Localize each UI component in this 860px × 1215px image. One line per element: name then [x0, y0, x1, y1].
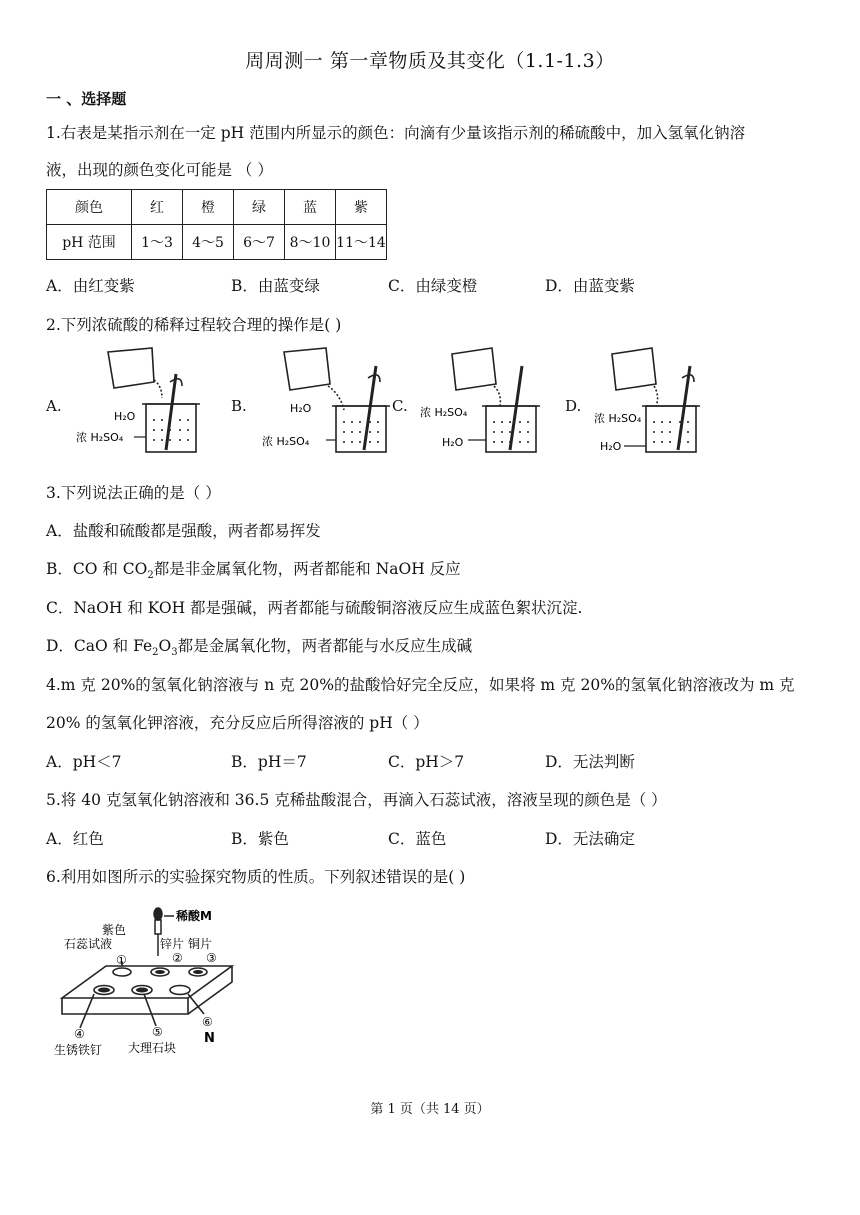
- q1-option-c: C．由绿变橙: [388, 277, 478, 295]
- q1-option-b: B．由蓝变绿: [231, 277, 320, 295]
- table-cell: 蓝: [285, 190, 336, 225]
- q5-stem: 5.将 40 克氢氧化钠溶液和 36.5 克稀盐酸混合，再滴入石蕊试液，溶液呈现的颜色是（ ）: [46, 791, 667, 809]
- q4-option-b: B．pH＝7: [231, 753, 307, 771]
- dilution-figure-b: [260, 346, 395, 458]
- well-number-6: ⑥: [202, 1015, 213, 1029]
- table-cell: 红: [132, 190, 183, 225]
- acid-label: 稀酸M: [176, 909, 212, 923]
- table-cell: 紫: [336, 190, 387, 225]
- q5-option-a: A．红色: [46, 830, 104, 848]
- q1-stem-line2: 液，出现的颜色变化可能是 （ ）: [46, 161, 273, 179]
- copper-label: 铜片: [188, 937, 213, 951]
- marble-label: 大理石块: [128, 1041, 177, 1055]
- litmus-label-2: 石蕊试液: [64, 937, 113, 951]
- q1-option-a: A．由红变紫: [46, 277, 135, 295]
- q4-option-d: D．无法判断: [545, 753, 635, 771]
- table-row: [47, 225, 387, 260]
- well-number-1: ①: [116, 953, 127, 967]
- dilution-figure-c: [418, 346, 548, 458]
- table-cell: 橙: [183, 190, 234, 225]
- table-cell: 11～14: [336, 225, 387, 260]
- q3-option-d-pre: D．CaO 和 Fe: [46, 637, 153, 655]
- page-footer: 第 1 页（共 14 页）: [370, 1102, 490, 1117]
- indicator-table: [46, 189, 387, 260]
- table-cell: 4～5: [183, 225, 234, 260]
- q3-option-b-pre: B．CO 和 CO: [46, 560, 148, 578]
- q3-option-a: A．盐酸和硫酸都是强酸，两者都易挥发: [46, 522, 321, 540]
- table-cell: 6～7: [234, 225, 285, 260]
- q3-option-d-sub2: 3: [171, 647, 178, 659]
- dilution-figure-d: [594, 346, 714, 458]
- q3-option-d-sub1: 2: [152, 647, 159, 659]
- fig-b-bottom-label: 浓 H₂SO₄: [262, 435, 310, 448]
- q4-stem-line2: 20% 的氢氧化钾溶液，充分反应后所得溶液的 pH（ ）: [46, 714, 429, 732]
- nail-label: 生锈铁钉: [54, 1043, 103, 1057]
- q2-label-b: B.: [231, 397, 247, 415]
- q5-option-d: D．无法确定: [545, 830, 635, 848]
- q4-stem-line1: 4.m 克 20%的氢氧化钠溶液与 n 克 20%的盐酸恰好完全反应，如果将 m 克 20%的氢氧化钠溶液改为 m 克: [46, 676, 795, 694]
- table-cell: 8～10: [285, 225, 336, 260]
- q6-stem: 6.利用如图所示的实验探究物质的性质。下列叙述错误的是( ): [46, 868, 466, 886]
- q3-stem: 3.下列说法正确的是（ ）: [46, 484, 221, 502]
- well-number-2: ②: [172, 951, 183, 965]
- fig-d-top-label: 浓 H₂SO₄: [594, 412, 642, 425]
- q1-stem-line1: 1.右表是某指示剂在一定 pH 范围内所显示的颜色：向滴有少量该指示剂的稀硫酸中，加入氢氧化钠溶: [46, 124, 746, 142]
- well-number-3: ③: [206, 951, 217, 965]
- well-number-4: ④: [74, 1027, 85, 1041]
- fig-d-bottom-label: H₂O: [600, 440, 622, 453]
- q2-label-c: C.: [392, 397, 408, 415]
- fig-a-top-label: H₂O: [114, 410, 136, 423]
- well-number-5: ⑤: [152, 1025, 163, 1039]
- q2-stem: 2.下列浓硫酸的稀释过程较合理的操作是( ): [46, 316, 342, 334]
- table-cell: 颜色: [47, 190, 132, 225]
- q4-option-a: A．pH＜7: [46, 753, 122, 771]
- table-cell: pH 范围: [47, 225, 132, 260]
- zinc-label: 锌片: [160, 937, 185, 951]
- q2-label-d: D.: [565, 397, 582, 415]
- table-row: [47, 190, 387, 225]
- fig-a-bottom-label: 浓 H₂SO₄: [76, 431, 124, 444]
- q3-option-d-post: 都是金属氧化物，两者都能与水反应生成碱: [177, 637, 473, 655]
- q3-option-d-mid: O: [158, 637, 172, 655]
- fig-c-top-label: 浓 H₂SO₄: [420, 406, 468, 419]
- fig-b-top-label: H₂O: [290, 402, 312, 415]
- q3-option-b: [46, 557, 461, 581]
- spot-plate-figure: [52, 902, 242, 1062]
- q1-option-d: D．由蓝变紫: [545, 277, 635, 295]
- fig-c-bottom-label: H₂O: [442, 436, 464, 449]
- section-heading: 一 、选择题: [46, 90, 127, 108]
- q3-option-d: [46, 634, 472, 658]
- table-cell: 1～3: [132, 225, 183, 260]
- q5-option-b: B．紫色: [231, 830, 289, 848]
- q3-option-b-sub: 2: [147, 570, 154, 582]
- q2-label-a: A.: [46, 397, 62, 415]
- dilution-figure-a: [70, 346, 210, 458]
- q3-option-b-post: 都是非金属氧化物，两者都能和 NaOH 反应: [153, 560, 461, 578]
- litmus-label-1: 紫色: [102, 923, 127, 937]
- q5-option-c: C．蓝色: [388, 830, 447, 848]
- page-title: 周周测一 第一章物质及其变化（1.1-1.3）: [245, 50, 615, 72]
- n-label: N: [204, 1031, 215, 1046]
- q3-option-c: C．NaOH 和 KOH 都是强碱，两者都能与硫酸铜溶液反应生成蓝色絮状沉淀.: [46, 599, 583, 617]
- q4-option-c: C．pH＞7: [388, 753, 465, 771]
- table-cell: 绿: [234, 190, 285, 225]
